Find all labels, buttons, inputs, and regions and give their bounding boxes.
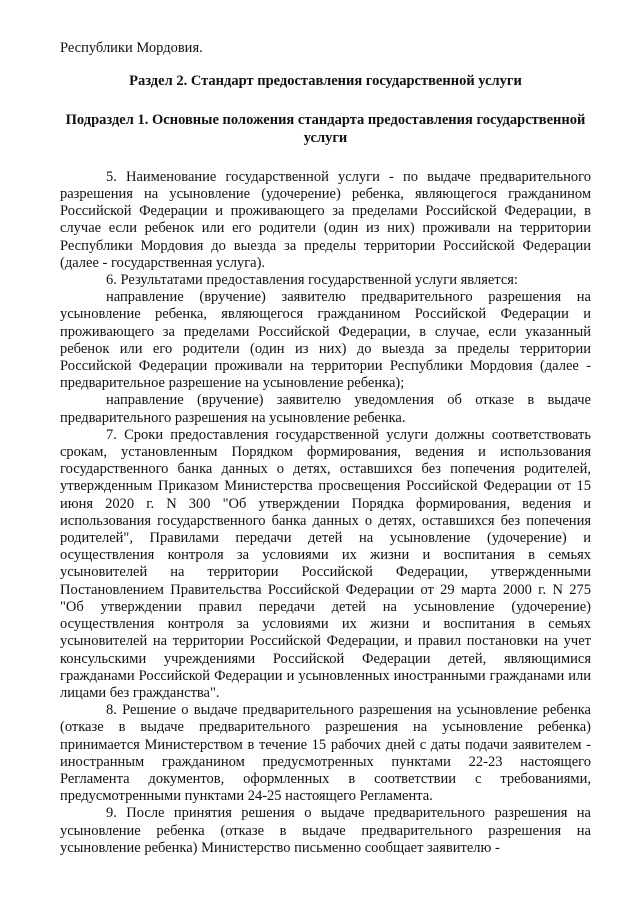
lead-line: Республики Мордовия. [60, 40, 203, 56]
paragraph-6: 6. Результатами предоставления государственной услуги является: [106, 272, 518, 289]
paragraph-5: 5. Наименование государственной услуги - по выдаче предварительного разрешения на усыновление (удочерение) ребенка, являющегося гражданином Российской Федерации и проживающего за пределами Российской Федерации, в случае если ребенок или его родители (один из них) проживали на территории Республики Мордовия до выезда за пределы территории Российской Федерации (далее - государственная услуга). [60, 168, 591, 271]
document-body [60, 40, 591, 857]
subsection-title: Подраздел 1. Основные положения стандарта предоставления государственной услуги [65, 112, 586, 146]
paragraph-8: 8. Решение о выдаче предварительного разрешения на усыновление ребенка (отказе в выдаче предварительного разрешения на усыновление ребенка) принимается Министерством в течение 15 рабочих дней с даты подачи заявителем - иностранным гражданином предусмотренных пунктами 22-23 настоящего Регламента документов, оформленных в соответствии с требованиями, предусмотренными пунктами 24-25 настоящего Регламента. [60, 702, 591, 805]
paragraph-7: 7. Сроки предоставления государственной услуги должны соответствовать срокам, установленным Порядком формирования, ведения и использования государственного банка данных о детях, оставшихся без попечения родителей, утвержденным Приказом Министерства просвещения Российской Федерации от 15 июня 2020 г. N 300 "Об утверждении Порядка формирования, ведения и использования государственного банка данных о детях, оставшихся без попечения родителей", Правилами передачи детей на усыновление (удочерение) и осуществления контроля за условиями их жизни и воспитания в семьях усыновителей на территории Российской Федерации, утвержденными Постановлением Правительства Российской Федерации от 29 марта 2000 г. N 275 "Об утверждении правил передачи детей на усыновление (удочерение) осуществления контроля за условиями их жизни и воспитания в семьях усыновителей на территории Российской Федерации, и правил постановки на учет консульскими учреждениями Российской Федерации детей, являющимися гражданами Российской Федерации и усыновленных иностранными гражданами или лицами без гражданства". [60, 426, 591, 701]
paragraph-6-item-2: направление (вручение) заявителю уведомления об отказе в выдаче предварительного разрешения на усыновление ребенка. [60, 392, 591, 426]
section-title: Раздел 2. Стандарт предоставления государственной услуги [129, 73, 522, 90]
paragraph-9: 9. После принятия решения о выдаче предварительного разрешения на усыновление ребенка (отказе в выдаче предварительного разрешения на усыновление ребенка) Министерство письменно сообщает заявителю - [60, 805, 591, 856]
paragraph-6-item-1: направление (вручение) заявителю предварительного разрешения на усыновление ребенка, являющегося гражданином Российской Федерации и проживающего за пределами Российской Федерации, в случае, если указанный ребенок или его родители (один из них) до выезда за пределы территории Российской Федерации проживали на территории Республики Мордовия (далее - предварительное разрешение на усыновление ребенка); [60, 289, 591, 392]
